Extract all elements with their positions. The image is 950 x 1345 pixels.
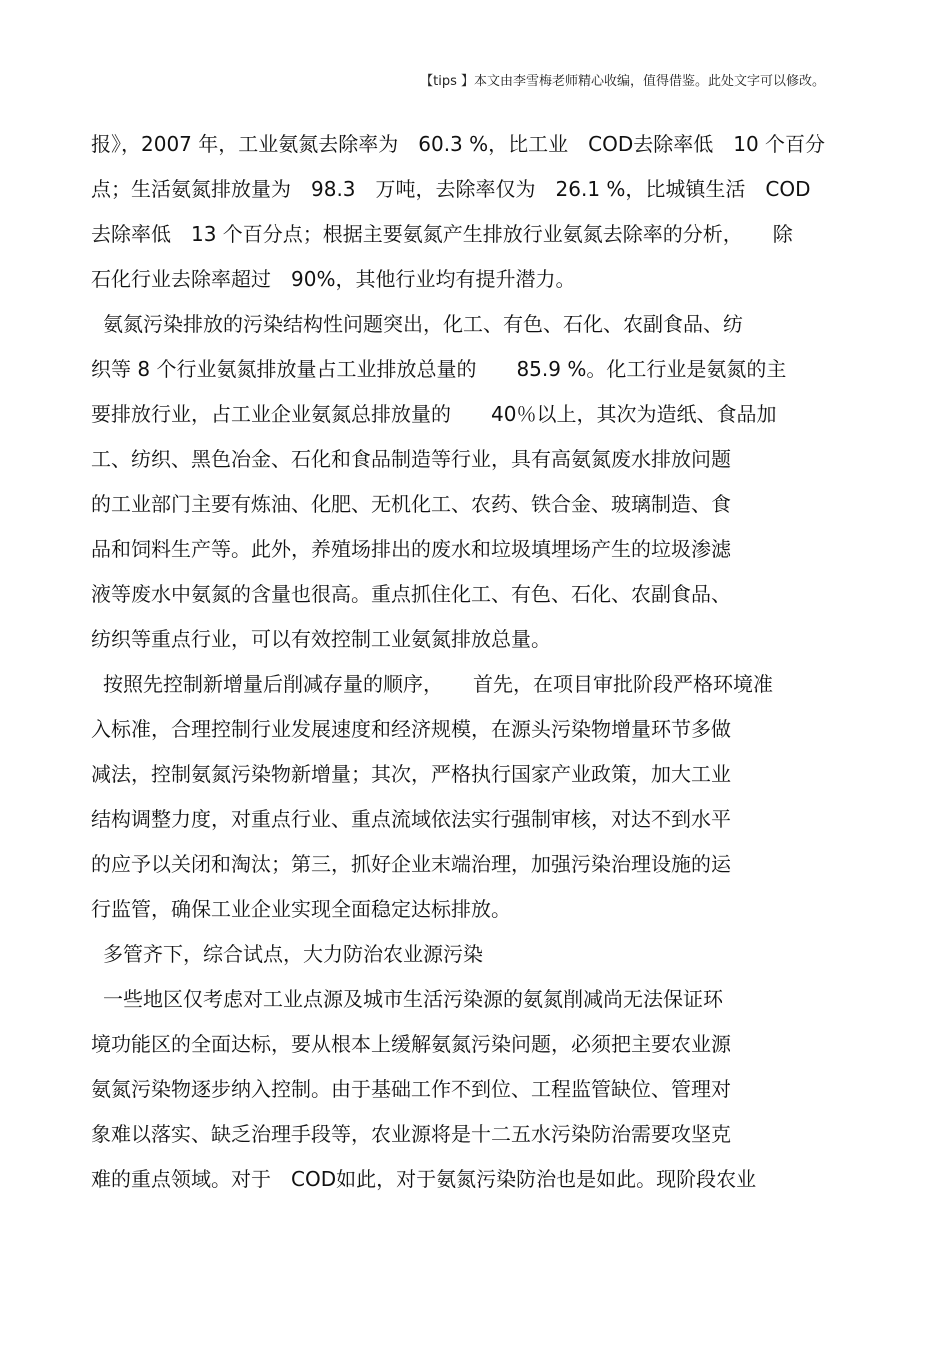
text-line: 减法，控制氨氮污染物新增量；其次，严格执行国家产业政策，加大工业 bbox=[91, 762, 731, 786]
text-line: 难的重点领域。对于 COD如此，对于氨氮污染防治也是如此。现阶段农业 bbox=[91, 1167, 757, 1191]
text-line: 液等废水中氨氮的含量也很高。重点抓住化工、有色、石化、农副食品、 bbox=[91, 582, 731, 606]
text-line: 境功能区的全面达标，要从根本上缓解氨氮污染问题，必须把主要农业源 bbox=[91, 1032, 731, 1056]
text-line: 行监管，确保工业企业实现全面稳定达标排放。 bbox=[91, 897, 511, 921]
text-line: 要排放行业，占工业企业氨氮总排放量的 40％以上，其次为造纸、食品加 bbox=[91, 402, 777, 426]
paragraph-start-line: 按照先控制新增量后削减存量的顺序， 首先，在项目审批阶段严格环境准 bbox=[103, 672, 773, 696]
text-line: 的工业部门主要有炼油、化肥、无机化工、农药、铁合金、玻璃制造、食 bbox=[91, 492, 731, 516]
paragraph-start-line: 氨氮污染排放的污染结构性问题突出，化工、有色、石化、农副食品、纺 bbox=[103, 312, 743, 336]
section-heading: 多管齐下，综合试点，大力防治农业源污染 bbox=[103, 942, 483, 966]
text-line: 结构调整力度，对重点行业、重点流域依法实行强制审核，对达不到水平 bbox=[91, 807, 731, 831]
body-text bbox=[91, 127, 871, 1207]
text-line: 入标准，合理控制行业发展速度和经济规模，在源头污染物增量环节多做 bbox=[91, 717, 731, 741]
text-line: 报》，2007 年，工业氨氮去除率为 60.3 %，比工业 COD去除率低 10 个百分 bbox=[91, 132, 826, 156]
text-line: 点；生活氨氮排放量为 98.3 万吨，去除率仅为 26.1 %，比城镇生活 COD bbox=[91, 177, 811, 201]
text-line: 象难以落实、缺乏治理手段等，农业源将是十二五水污染防治需要攻坚克 bbox=[91, 1122, 731, 1146]
text-line: 氨氮污染物逐步纳入控制。由于基础工作不到位、工程监管缺位、管理对 bbox=[91, 1077, 731, 1101]
text-line: 石化行业去除率超过 90%，其他行业均有提升潜力。 bbox=[91, 267, 576, 291]
tips-header: 【tips 】本文由李雪梅老师精心收编，值得借鉴。此处文字可以修改。 bbox=[420, 74, 825, 89]
text-line: 织等 8 个行业氨氮排放量占工业排放总量的 85.9 %。化工行业是氨氮的主 bbox=[91, 357, 787, 381]
text-line: 工、纺织、黑色冶金、石化和食品制造等行业，具有高氨氮废水排放问题 bbox=[91, 447, 731, 471]
text-line: 去除率低 13 个百分点；根据主要氨氮产生排放行业氨氮去除率的分析， 除 bbox=[91, 222, 793, 246]
text-line: 纺织等重点行业，可以有效控制工业氨氮排放总量。 bbox=[91, 627, 551, 651]
text-line: 品和饲料生产等。此外，养殖场排出的废水和垃圾填埋场产生的垃圾渗滤 bbox=[91, 537, 731, 561]
paragraph-start-line: 一些地区仅考虑对工业点源及城市生活污染源的氨氮削减尚无法保证环 bbox=[103, 987, 723, 1011]
text-line: 的应予以关闭和淘汰；第三，抓好企业末端治理，加强污染治理设施的运 bbox=[91, 852, 731, 876]
